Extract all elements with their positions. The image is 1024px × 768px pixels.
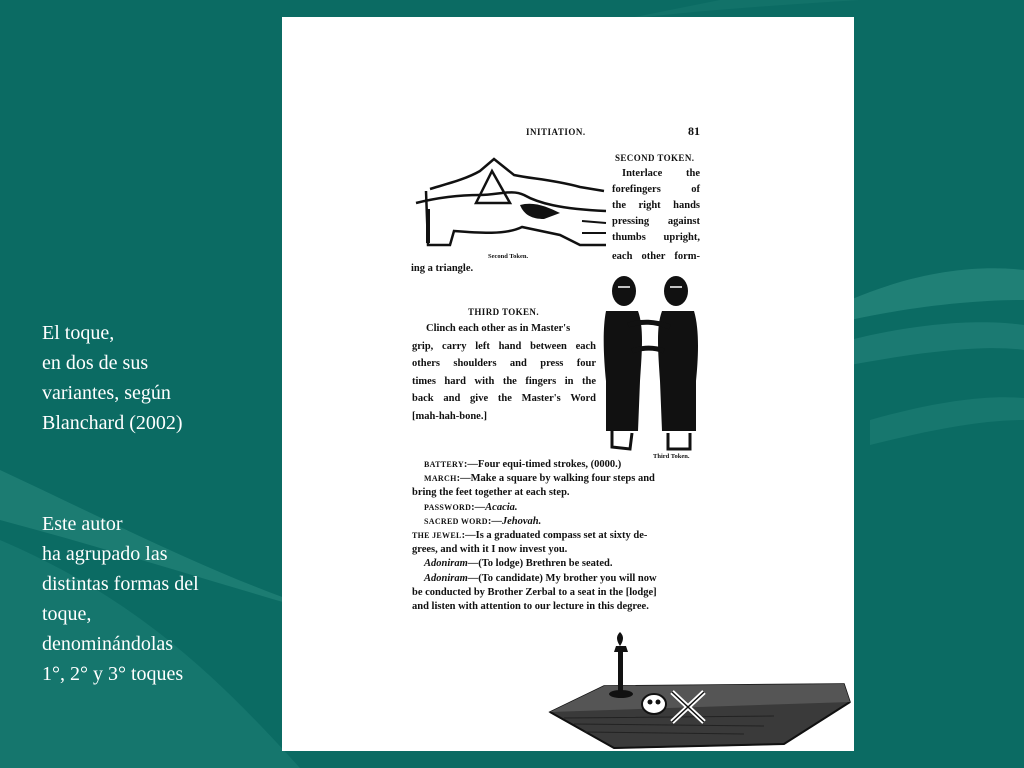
intro-line: en dos de sus xyxy=(42,352,149,374)
note-line: distintas formas del xyxy=(42,573,199,595)
note-line: ha agrupado las xyxy=(42,543,168,565)
two-men-embrace-icon xyxy=(598,271,702,461)
item-jewel: THE JEWEL:—Is a graduated compass set at sixty de- xyxy=(412,530,648,542)
author-note xyxy=(42,509,199,689)
hands-triangle-icon xyxy=(410,149,610,261)
text-line: Clinch each other as in Master's xyxy=(426,323,571,334)
item-battery: BATTERY:—Four equi-timed strokes, (0000.) xyxy=(424,459,622,470)
figure-caption-third: Third Token. xyxy=(653,453,690,460)
second-token-continuation: ing a triangle. xyxy=(411,263,474,274)
scanned-page xyxy=(282,17,854,751)
text-line: the right hands xyxy=(612,200,700,211)
item-march-cont: bring the feet together at each step. xyxy=(412,487,570,499)
note-line: toque, xyxy=(42,603,92,625)
coffin-skull-candle-icon xyxy=(544,632,854,751)
item-jewel-cont: grees, and with it I now invest you. xyxy=(412,544,568,556)
page-number: 81 xyxy=(688,124,700,138)
item-adoniram-2: Adoniram—(To candidate) My brother you will now xyxy=(424,572,657,584)
text-line: [mah-hah-bone.] xyxy=(412,410,487,422)
text-line: back and give the Master's Word xyxy=(412,393,596,404)
figure-caption-second: Second Token. xyxy=(488,253,529,260)
text-line: grip, carry left hand between each xyxy=(412,340,596,352)
third-token-heading: THIRD TOKEN. xyxy=(468,307,539,317)
item-sacred-word: SACRED WORD:—Jehovah. xyxy=(424,515,542,527)
intro-line: El toque, xyxy=(42,322,115,344)
item-conducted: be conducted by Brother Zerbal to a seat in the [lodge] xyxy=(412,586,657,598)
item-adoniram-1: Adoniram—(To lodge) Brethren be seated. xyxy=(424,558,613,570)
third-token-text xyxy=(412,320,596,425)
item-march: MARCH:—Make a square by walking four steps and xyxy=(424,473,655,485)
running-head: INITIATION. xyxy=(526,127,586,137)
note-line: denominándolas xyxy=(42,633,174,655)
text-line: forefingers of xyxy=(612,184,700,195)
item-password: PASSWORD:—Acacia. xyxy=(424,501,518,513)
intro-line: variantes, según xyxy=(42,382,171,404)
second-token-text xyxy=(612,166,700,265)
intro-line: Blanchard (2002) xyxy=(42,412,183,434)
text-line: each other form- xyxy=(612,251,700,262)
text-line: times hard with the fingers in the xyxy=(412,375,596,387)
text-line: thumbs upright, xyxy=(612,232,700,243)
item-listen: and listen with attention to our lecture in this degree. xyxy=(412,601,649,613)
note-line: 1°, 2° y 3° toques xyxy=(42,663,184,685)
second-token-heading: SECOND TOKEN. xyxy=(615,153,695,163)
text-line: others shoulders and press four xyxy=(412,358,596,369)
note-line: Este autor xyxy=(42,513,123,535)
ritual-items xyxy=(412,458,702,614)
intro-caption xyxy=(42,318,183,438)
text-line: pressing against xyxy=(612,216,700,227)
text-line: Interlace the xyxy=(622,168,700,179)
